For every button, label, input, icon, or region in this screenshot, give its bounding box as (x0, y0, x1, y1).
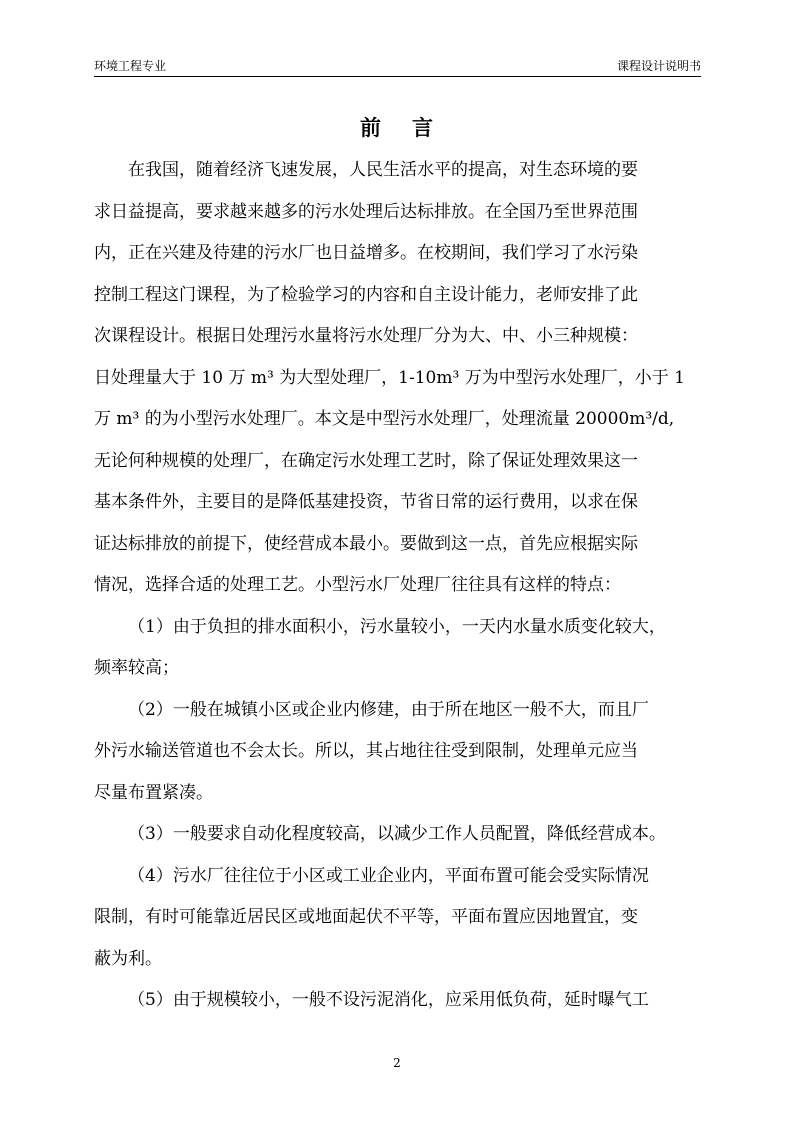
text-line: 尽量布置紧凑。 (94, 783, 213, 803)
page-header (94, 50, 701, 77)
text-line: （3）一般要求自动化程度较高，以减少工作人员配置，降低经营成本。 (128, 824, 666, 844)
page-number: 2 (393, 1056, 401, 1070)
text-line: 求日益提高，要求越来越多的污水处理后达标排放。在全国乃至世界范围 (94, 202, 638, 222)
text-line: 外污水输送管道也不会太长。所以，其占地往往受到限制，处理单元应当 (94, 741, 638, 761)
text-line: 万 m³ 的为小型污水处理厂。本文是中型污水处理厂，处理流量 20000m³/d, (94, 409, 675, 429)
title-char-2: 言 (412, 115, 434, 140)
text-line: （5）由于规模较小，一般不设污泥消化，应采用低负荷，延时曝气工 (128, 990, 649, 1010)
text-line: 基本条件外，主要目的是降低基建投资，节省日常的运行费用，以求在保 (94, 492, 638, 512)
text-line: 次课程设计。根据日处理污水量将污水处理厂分为大、中、小三种规模： (94, 326, 638, 346)
text-line: 蔽为利。 (94, 949, 162, 969)
text-line: 日处理量大于 10 万 m³ 为大型处理厂，1-10m³ 万为中型污水处理厂，小于 1 (94, 368, 685, 388)
header-major: 环境工程专业 (94, 59, 167, 73)
text-line: 证达标排放的前提下，使经营成本最小。要做到这一点，首先应根据实际 (94, 534, 638, 554)
text-line: 无论何种规模的处理厂，在确定污水处理工艺时，除了保证处理效果这一 (94, 451, 638, 471)
text-line: （4）污水厂往往位于小区或工业企业内，平面布置可能会受实际情况 (128, 866, 649, 886)
text-line: （1）由于负担的排水面积小，污水量较小，一天内水量水质变化较大， (128, 617, 666, 637)
text-line: （2）一般在城镇小区或企业内修建，由于所在地区一般不大，而且厂 (128, 700, 649, 720)
text-line: 限制，有时可能靠近居民区或地面起伏不平等，平面布置应因地置宜，变 (94, 907, 638, 927)
text-line: 内，正在兴建及待建的污水厂也日益增多。在校期间，我们学习了水污染 (94, 243, 638, 263)
text-line: 情况，选择合适的处理工艺。小型污水厂处理厂往往具有这样的特点： (94, 575, 621, 595)
text-line: 控制工程这门课程，为了检验学习的内容和自主设计能力，老师安排了此 (94, 285, 638, 305)
text-line: 频率较高； (94, 658, 179, 678)
header-doc-type: 课程设计说明书 (616, 59, 701, 73)
text-line: 在我国，随着经济飞速发展，人民生活水平的提高，对生态环境的要 (128, 160, 638, 180)
section-title (0, 112, 794, 142)
title-char-1: 前 (360, 115, 382, 140)
